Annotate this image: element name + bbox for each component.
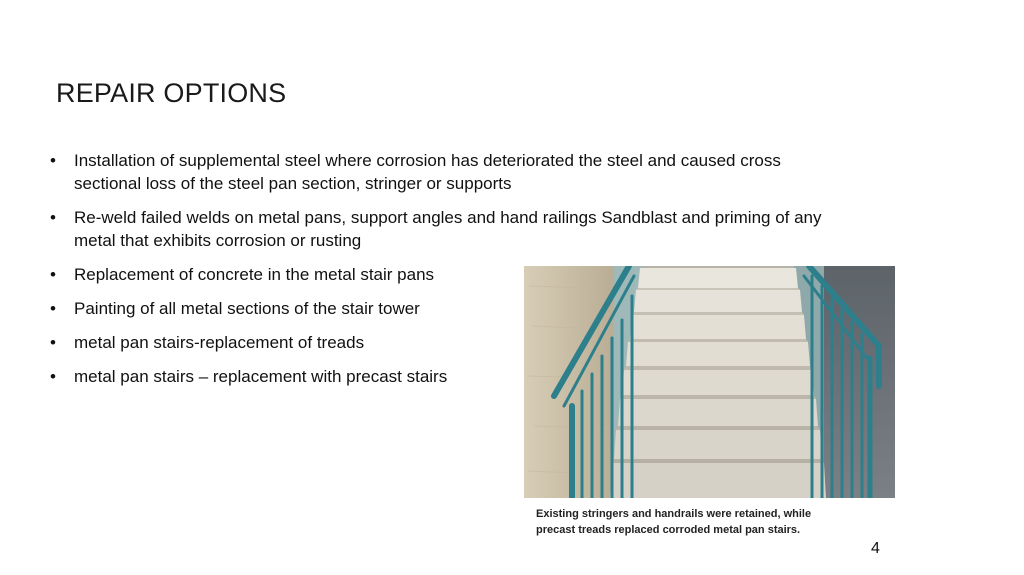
bullet-text-line: Installation of supplemental steel where corrosion has deteriorated the steel and caused cross	[74, 151, 781, 170]
bullet-icon: •	[50, 265, 56, 284]
bullet-text-line: metal that exhibits corrosion or rusting	[74, 231, 362, 250]
bullet-text-line: metal pan stairs – replacement with precast stairs	[74, 367, 448, 386]
stairs-photo	[524, 266, 895, 498]
bullet-text-line: metal pan stairs-replacement of treads	[74, 333, 365, 352]
caption-line: Existing stringers and handrails were retained, while	[536, 508, 812, 520]
slide-title: REPAIR OPTIONS	[56, 78, 287, 108]
bullet-icon: •	[50, 208, 56, 227]
bullet-text-line: Painting of all metal sections of the stair tower	[74, 299, 420, 318]
bullet-item	[50, 149, 950, 195]
bullet-icon: •	[50, 333, 56, 352]
page-number: 4	[871, 540, 880, 557]
bullet-item	[50, 206, 950, 252]
bullet-icon: •	[50, 151, 56, 170]
caption-line: precast treads replaced corroded metal pan stairs.	[536, 524, 801, 536]
bullet-text-line: Replacement of concrete in the metal stair pans	[74, 265, 435, 284]
bullet-icon: •	[50, 299, 56, 318]
bullet-icon: •	[50, 367, 56, 386]
photo-caption	[524, 500, 895, 544]
bullet-text-line: Re-weld failed welds on metal pans, support angles and hand railings Sandblast and priming of any	[74, 208, 822, 227]
bullet-text-line: sectional loss of the steel pan section, stringer or supports	[74, 174, 512, 193]
